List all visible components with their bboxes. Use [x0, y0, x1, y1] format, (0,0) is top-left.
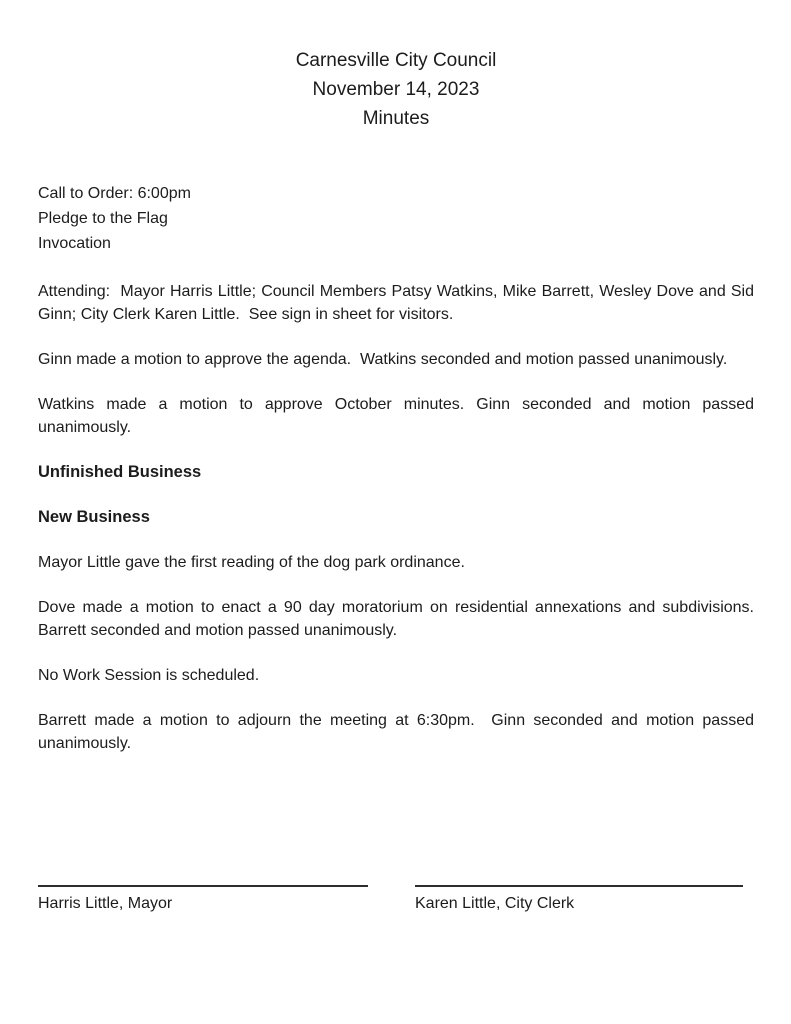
attending-paragraph: Attending: Mayor Harris Little; Council Members Patsy Watkins, Mike Barrett, Wesley Dove and Sid Ginn; City Clerk Karen Little. See sign in sheet for visitors.	[38, 283, 759, 323]
adjourn-motion-paragraph: Barrett made a motion to adjourn the meeting at 6:30pm. Ginn seconded and motion passed unanimously.	[38, 712, 759, 752]
pledge-line: Pledge to the Flag	[38, 210, 168, 227]
mayor-signature-label: Harris Little, Mayor	[38, 895, 173, 912]
dog-park-reading-paragraph: Mayor Little gave the first reading of the dog park ordinance.	[38, 554, 465, 571]
clerk-signature-area	[415, 885, 743, 915]
new-business-heading: New Business	[38, 508, 150, 526]
opening-items	[38, 181, 754, 256]
call-to-order-line: Call to Order: 6:00pm	[38, 185, 191, 202]
october-minutes-motion-paragraph: Watkins made a motion to approve October minutes. Ginn seconded and motion passed unanimously.	[38, 396, 759, 436]
document-title-block	[38, 46, 754, 133]
document-date: November 14, 2023	[312, 79, 480, 100]
unfinished-business-heading: Unfinished Business	[38, 463, 202, 481]
mayor-signature-line	[38, 885, 368, 887]
work-session-paragraph: No Work Session is scheduled.	[38, 667, 260, 684]
invocation-line: Invocation	[38, 235, 111, 252]
document-title: Carnesville City Council	[295, 50, 497, 71]
clerk-signature-line	[415, 885, 743, 887]
mayor-signature-area	[38, 885, 368, 915]
clerk-signature-label: Karen Little, City Clerk	[415, 895, 575, 912]
document-subtitle: Minutes	[362, 108, 430, 129]
signature-block	[38, 885, 754, 915]
agenda-motion-paragraph: Ginn made a motion to approve the agenda. Watkins seconded and motion passed unanimously.	[38, 351, 728, 368]
moratorium-motion-paragraph: Dove made a motion to enact a 90 day moratorium on residential annexations and subdivisions. Barrett seconded and motion passed unanimously.	[38, 599, 759, 639]
